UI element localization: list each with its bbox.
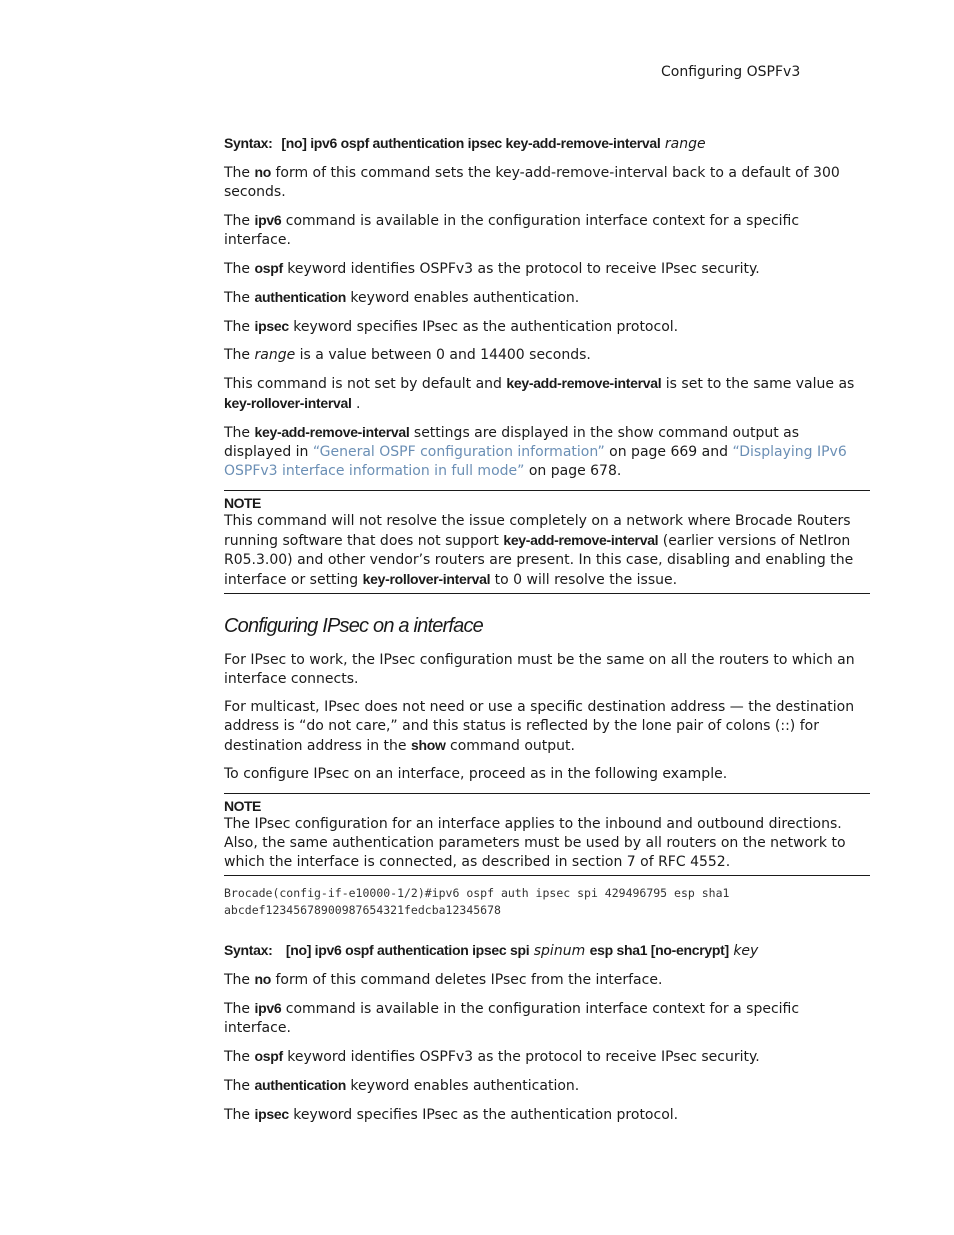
syntax-command: esp sha1 [no-encrypt] <box>589 942 729 958</box>
text: The <box>224 213 255 229</box>
keyword: authentication <box>254 1077 346 1093</box>
text: The <box>224 1049 255 1065</box>
keyword: ipv6 <box>254 212 282 228</box>
text: The <box>224 1001 255 1017</box>
keyword: key-add-remove-interval <box>503 532 659 548</box>
text: settings are displayed in the show command output as displayed in <box>224 425 800 460</box>
text: keyword identifies OSPFv3 as the protocol to receive IPsec security. <box>282 261 760 277</box>
note-title: NOTE <box>224 495 261 511</box>
paragraph-show <box>224 423 870 481</box>
paragraph-authentication <box>224 1076 870 1096</box>
syntax-param: key <box>733 943 759 959</box>
keyword: no <box>254 971 272 987</box>
text: The <box>224 347 255 363</box>
note-title: NOTE <box>224 798 261 814</box>
syntax-param: range <box>664 136 706 152</box>
paragraph-range <box>224 346 870 365</box>
text: The <box>224 261 255 277</box>
keyword: key-add-remove-interval <box>506 375 662 391</box>
text: This command will not resolve the issue completely on a network where Brocade Routers running software that does not support <box>224 513 851 549</box>
keyword: key-rollover-interval <box>224 395 352 411</box>
paragraph: For IPsec to work, the IPsec configuration must be the same on all the routers to which an interface connects. <box>224 652 855 687</box>
text: command is available in the configuration interface context for a specific interface. <box>224 213 800 248</box>
keyword: show <box>410 737 446 753</box>
paragraph-default <box>224 374 870 414</box>
syntax-label: Syntax: <box>224 135 273 151</box>
paragraph-ipsec <box>224 317 870 337</box>
paragraph-ipsec <box>224 1105 870 1125</box>
text: on page 678. <box>524 463 622 479</box>
note-box <box>224 490 870 594</box>
paragraph: To configure IPsec on an interface, proceed as in the following example. <box>224 766 728 782</box>
xref-link-general-ospf[interactable]: “General OSPF configuration information” <box>312 444 605 460</box>
keyword: no <box>254 164 272 180</box>
text: is set to the same value as <box>661 376 855 392</box>
text: keyword enables authentication. <box>345 290 580 306</box>
text: The <box>224 1078 255 1094</box>
paragraph-ospf <box>224 1047 870 1067</box>
text: The <box>224 165 255 181</box>
text: keyword specifies IPsec as the authentication protocol. <box>288 319 679 335</box>
code-line: Brocade(config-if-e10000-1/2)#ipv6 ospf auth ipsec spi 429496795 esp sha1 <box>224 886 730 900</box>
syntax-line <box>224 941 870 961</box>
text: This command is not set by default and <box>224 376 507 392</box>
keyword: ipv6 <box>254 1000 282 1016</box>
text: (earlier versions of NetIron R05.3.00) and other vendor’s routers are present. In this case, disabling and enabling the interface or setting <box>224 533 854 588</box>
text: command is available in the configuration interface context for a specific interface. <box>224 1001 800 1036</box>
syntax-line <box>224 134 870 154</box>
text: For multicast, IPsec does not need or use a specific destination address — the destination address is “do not care,” and this status is reflected by the lone pair of colons (::) for destination address in the <box>224 699 855 754</box>
text: The <box>224 425 255 441</box>
text: keyword enables authentication. <box>345 1078 580 1094</box>
text: keyword specifies IPsec as the authentication protocol. <box>288 1107 679 1123</box>
running-header: Configuring OSPFv3 <box>661 64 801 80</box>
keyword: ospf <box>254 260 283 276</box>
note-box <box>224 793 870 876</box>
xref-link-displaying-ipv6[interactable]: “Displaying IPv6 OSPFv3 interface information in full mode” <box>224 444 847 479</box>
code-line: abcdef12345678900987654321fedcba12345678 <box>224 903 501 917</box>
paragraph-ipv6 <box>224 999 870 1038</box>
syntax-command: [no] ipv6 ospf authentication ipsec spi <box>285 942 530 958</box>
text: form of this command sets the key-add-remove-interval back to a default of 300 seconds. <box>224 165 840 200</box>
keyword: ipsec <box>254 318 289 334</box>
paragraph-ospf <box>224 259 870 279</box>
keyword: key-rollover-interval <box>362 571 491 587</box>
text: keyword identifies OSPFv3 as the protocol to receive IPsec security. <box>282 1049 760 1065</box>
text: on page 669 and <box>604 444 733 460</box>
syntax-param: spinum <box>533 943 586 959</box>
section-heading: Configuring IPsec on a interface <box>224 615 484 637</box>
keyword: ipsec <box>254 1106 289 1122</box>
syntax-command: [no] ipv6 ospf authentication ipsec key-add-remove-interval <box>281 135 661 151</box>
text: to 0 will resolve the issue. <box>490 572 678 588</box>
text: command output. <box>445 738 575 754</box>
text: The <box>224 1107 255 1123</box>
paragraph-ipv6 <box>224 211 870 250</box>
text: . <box>351 396 361 412</box>
paragraph <box>224 698 870 756</box>
keyword: ospf <box>254 1048 283 1064</box>
paragraph-no <box>224 163 870 202</box>
keyword: key-add-remove-interval <box>254 424 410 440</box>
note-text <box>224 512 870 590</box>
syntax-label: Syntax: <box>224 942 273 958</box>
text: is a value between 0 and 14400 seconds. <box>295 347 591 363</box>
text: The <box>224 972 255 988</box>
keyword: authentication <box>254 289 346 305</box>
paragraph-no <box>224 970 870 990</box>
note-text: The IPsec configuration for an interface applies to the inbound and outbound directions. Also, the same authentication parameters must be used by all routers on the network to which the interface is connected, as described in section 7 of RFC 4552. <box>224 816 846 870</box>
text: form of this command deletes IPsec from the interface. <box>271 972 663 988</box>
text: The <box>224 319 255 335</box>
code-example <box>224 885 870 919</box>
paragraph-authentication <box>224 288 870 308</box>
page-content <box>224 134 870 1134</box>
param: range <box>254 347 296 363</box>
text: The <box>224 290 255 306</box>
